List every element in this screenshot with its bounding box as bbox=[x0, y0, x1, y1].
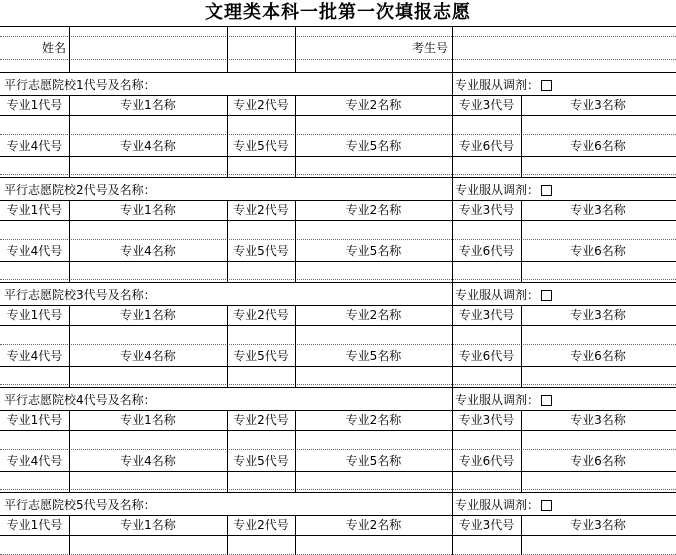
major-column-divider bbox=[227, 515, 228, 555]
major-header-cell: 专业2代号 bbox=[233, 98, 289, 112]
major-header-cell: 专业1名称 bbox=[120, 98, 176, 112]
major-input-cell[interactable] bbox=[453, 220, 520, 239]
group-row-border bbox=[0, 220, 676, 221]
major-header-cell: 专业4代号 bbox=[6, 349, 63, 363]
school-3-label: 平行志愿院校3代号及名称： bbox=[4, 288, 156, 302]
major-input-cell[interactable] bbox=[296, 262, 451, 279]
major-header-cell: 专业2名称 bbox=[345, 308, 402, 322]
major-column-divider bbox=[521, 200, 522, 282]
major-column-divider bbox=[227, 200, 228, 282]
major-input-cell[interactable] bbox=[70, 472, 226, 489]
major-column-divider bbox=[521, 515, 522, 555]
major-header-cell: 专业2名称 bbox=[345, 203, 402, 217]
major-header-cell: 专业5代号 bbox=[233, 139, 289, 153]
major-header-cell: 专业3代号 bbox=[458, 308, 515, 322]
major-input-cell[interactable] bbox=[522, 262, 674, 279]
group-row-gridline bbox=[0, 344, 676, 345]
major-header-cell: 专业6代号 bbox=[458, 244, 515, 258]
major-input-cell[interactable] bbox=[522, 430, 674, 449]
major-adjust-label: 专业服从调剂： bbox=[455, 288, 540, 302]
major-header-cell: 专业3名称 bbox=[570, 308, 626, 322]
major-input-cell[interactable] bbox=[228, 262, 294, 279]
group-bottom-border bbox=[0, 177, 676, 178]
major-input-cell[interactable] bbox=[1, 325, 68, 344]
major-input-cell[interactable] bbox=[453, 262, 520, 279]
major-input-cell[interactable] bbox=[1, 535, 68, 554]
group-row-border bbox=[0, 325, 676, 326]
group-bottom-border bbox=[0, 282, 676, 283]
major-column-divider bbox=[521, 305, 522, 387]
major-header-cell: 专业2代号 bbox=[233, 203, 289, 217]
group-row-border bbox=[0, 261, 676, 262]
major-header-cell: 专业2名称 bbox=[345, 518, 402, 532]
major-header-cell: 专业1名称 bbox=[120, 203, 176, 217]
major-column-divider bbox=[227, 305, 228, 387]
major-column-divider bbox=[69, 305, 70, 387]
group-label-divider bbox=[452, 388, 453, 410]
major-header-cell: 专业1名称 bbox=[120, 308, 176, 322]
major-column-divider bbox=[295, 95, 296, 177]
major-column-divider bbox=[227, 410, 228, 492]
major-header-cell: 专业4代号 bbox=[6, 454, 63, 468]
major-column-divider bbox=[69, 410, 70, 492]
major-header-cell: 专业1代号 bbox=[6, 308, 63, 322]
major-input-cell[interactable] bbox=[1, 157, 68, 174]
major-header-cell: 专业3代号 bbox=[458, 98, 515, 112]
major-header-cell: 专业3名称 bbox=[570, 203, 626, 217]
major-column-divider bbox=[295, 200, 296, 282]
major-input-cell[interactable] bbox=[522, 157, 674, 174]
major-column-divider bbox=[452, 200, 453, 282]
major-header-cell: 专业3代号 bbox=[458, 518, 515, 532]
name-label: 姓名 bbox=[41, 41, 66, 55]
major-column-divider bbox=[69, 95, 70, 177]
major-header-cell: 专业1名称 bbox=[120, 413, 176, 427]
major-input-cell[interactable] bbox=[1, 220, 68, 239]
major-input-cell[interactable] bbox=[70, 367, 226, 384]
major-input-cell[interactable] bbox=[453, 472, 520, 489]
major-input-cell[interactable] bbox=[228, 535, 294, 554]
major-adjust-5 bbox=[455, 495, 552, 515]
major-input-cell[interactable] bbox=[296, 157, 451, 174]
major-header-cell: 专业2代号 bbox=[233, 518, 289, 532]
major-header-cell: 专业5名称 bbox=[345, 454, 402, 468]
major-adjust-checkbox[interactable] bbox=[541, 185, 552, 196]
major-header-cell: 专业6名称 bbox=[570, 244, 626, 258]
major-header-cell: 专业5代号 bbox=[233, 244, 289, 258]
major-column-divider bbox=[295, 305, 296, 387]
major-input-cell[interactable] bbox=[1, 430, 68, 449]
group-label-divider bbox=[452, 283, 453, 305]
major-header-cell: 专业2代号 bbox=[233, 413, 289, 427]
name-field[interactable] bbox=[70, 38, 226, 58]
group-row-border bbox=[0, 471, 676, 472]
major-header-cell: 专业3名称 bbox=[570, 413, 626, 427]
major-column-divider bbox=[521, 410, 522, 492]
major-input-cell[interactable] bbox=[296, 535, 451, 554]
major-adjust-2 bbox=[455, 180, 552, 200]
major-input-cell[interactable] bbox=[228, 115, 294, 134]
major-input-cell[interactable] bbox=[453, 115, 520, 134]
major-header-cell: 专业3代号 bbox=[458, 413, 515, 427]
major-header-cell: 专业6名称 bbox=[570, 349, 626, 363]
group-bottom-border bbox=[0, 492, 676, 493]
major-header-cell: 专业2名称 bbox=[345, 98, 402, 112]
major-input-cell[interactable] bbox=[228, 220, 294, 239]
major-header-cell: 专业6名称 bbox=[570, 139, 626, 153]
major-input-cell[interactable] bbox=[228, 157, 294, 174]
major-header-cell: 专业5代号 bbox=[233, 454, 289, 468]
group-row-gridline bbox=[0, 384, 676, 385]
major-input-cell[interactable] bbox=[70, 157, 226, 174]
school-2-label: 平行志愿院校2代号及名称： bbox=[4, 183, 156, 197]
major-input-cell[interactable] bbox=[1, 115, 68, 134]
group-row-border bbox=[0, 95, 676, 96]
major-input-cell[interactable] bbox=[522, 472, 674, 489]
major-adjust-checkbox[interactable] bbox=[541, 290, 552, 301]
major-column-divider bbox=[227, 95, 228, 177]
major-adjust-label: 专业服从调剂： bbox=[455, 498, 540, 512]
major-header-cell: 专业1名称 bbox=[120, 518, 176, 532]
major-header-cell: 专业6代号 bbox=[458, 454, 515, 468]
major-header-cell: 专业4名称 bbox=[120, 244, 176, 258]
major-input-cell[interactable] bbox=[70, 115, 226, 134]
exam-number-field[interactable] bbox=[453, 38, 673, 58]
major-adjust-3 bbox=[455, 285, 552, 305]
major-header-cell: 专业6代号 bbox=[458, 139, 515, 153]
major-adjust-label: 专业服从调剂： bbox=[455, 393, 540, 407]
group-row-gridline bbox=[0, 239, 676, 240]
group-row-border bbox=[0, 535, 676, 536]
major-header-cell: 专业5名称 bbox=[345, 349, 402, 363]
major-input-cell[interactable] bbox=[70, 325, 226, 344]
major-header-cell: 专业4名称 bbox=[120, 454, 176, 468]
major-header-cell: 专业1代号 bbox=[6, 413, 63, 427]
group-row-gridline bbox=[0, 489, 676, 490]
major-input-cell[interactable] bbox=[522, 535, 674, 554]
header-gridline bbox=[0, 59, 676, 60]
major-input-cell[interactable] bbox=[1, 367, 68, 384]
major-input-cell[interactable] bbox=[70, 220, 226, 239]
major-column-divider bbox=[452, 95, 453, 177]
group-label-divider bbox=[452, 178, 453, 200]
major-column-divider bbox=[521, 95, 522, 177]
group-row-border bbox=[0, 115, 676, 116]
major-adjust-label: 专业服从调剂： bbox=[455, 78, 540, 92]
major-input-cell[interactable] bbox=[296, 472, 451, 489]
group-row-gridline bbox=[0, 449, 676, 450]
group-row-border bbox=[0, 410, 676, 411]
major-header-cell: 专业1代号 bbox=[6, 203, 63, 217]
major-header-cell: 专业5代号 bbox=[233, 349, 289, 363]
major-input-cell[interactable] bbox=[296, 325, 451, 344]
major-input-cell[interactable] bbox=[453, 430, 520, 449]
major-input-cell[interactable] bbox=[296, 115, 451, 134]
major-header-cell: 专业3代号 bbox=[458, 203, 515, 217]
major-header-cell: 专业4名称 bbox=[120, 139, 176, 153]
major-header-cell: 专业3名称 bbox=[570, 98, 626, 112]
header-bottom-border bbox=[0, 72, 676, 73]
header-column-divider bbox=[69, 27, 70, 72]
major-adjust-1 bbox=[455, 75, 552, 95]
major-input-cell[interactable] bbox=[296, 430, 451, 449]
major-input-cell[interactable] bbox=[453, 535, 520, 554]
group-row-border bbox=[0, 430, 676, 431]
school-4-label: 平行志愿院校4代号及名称： bbox=[4, 393, 156, 407]
major-input-cell[interactable] bbox=[1, 262, 68, 279]
major-header-cell: 专业5名称 bbox=[345, 244, 402, 258]
major-input-cell[interactable] bbox=[228, 325, 294, 344]
group-row-border bbox=[0, 515, 676, 516]
major-adjust-label: 专业服从调剂： bbox=[455, 183, 540, 197]
major-adjust-checkbox[interactable] bbox=[541, 500, 552, 511]
group-row-gridline bbox=[0, 134, 676, 135]
header-column-divider bbox=[295, 27, 296, 72]
major-input-cell[interactable] bbox=[453, 325, 520, 344]
major-header-cell: 专业2代号 bbox=[233, 308, 289, 322]
major-header-cell: 专业6代号 bbox=[458, 349, 515, 363]
major-header-cell: 专业5名称 bbox=[345, 139, 402, 153]
major-input-cell[interactable] bbox=[522, 115, 674, 134]
major-adjust-checkbox[interactable] bbox=[541, 395, 552, 406]
exam-number-label: 考生号 bbox=[411, 41, 448, 55]
major-header-cell: 专业1代号 bbox=[6, 98, 63, 112]
group-row-border bbox=[0, 200, 676, 201]
major-column-divider bbox=[452, 305, 453, 387]
group-row-border bbox=[0, 156, 676, 157]
major-input-cell[interactable] bbox=[522, 367, 674, 384]
group-label-divider bbox=[452, 73, 453, 95]
school-5-label: 平行志愿院校5代号及名称： bbox=[4, 498, 156, 512]
major-header-cell: 专业4名称 bbox=[120, 349, 176, 363]
group-bottom-border bbox=[0, 387, 676, 388]
group-row-border bbox=[0, 305, 676, 306]
major-input-cell[interactable] bbox=[70, 430, 226, 449]
major-input-cell[interactable] bbox=[70, 535, 226, 554]
page-title: 文理类本科一批第一次填报志愿 bbox=[205, 2, 471, 23]
major-input-cell[interactable] bbox=[296, 220, 451, 239]
major-adjust-4 bbox=[455, 390, 552, 410]
header-column-divider bbox=[452, 27, 453, 72]
group-label-divider bbox=[452, 493, 453, 515]
major-column-divider bbox=[452, 410, 453, 492]
header-gridline bbox=[0, 36, 676, 37]
major-input-cell[interactable] bbox=[453, 157, 520, 174]
group-row-gridline bbox=[0, 279, 676, 280]
major-adjust-checkbox[interactable] bbox=[541, 80, 552, 91]
title-bottom-border bbox=[0, 26, 676, 27]
group-row-gridline bbox=[0, 174, 676, 175]
major-column-divider bbox=[295, 410, 296, 492]
major-input-cell[interactable] bbox=[228, 472, 294, 489]
major-input-cell[interactable] bbox=[70, 262, 226, 279]
major-column-divider bbox=[452, 515, 453, 555]
major-input-cell[interactable] bbox=[228, 430, 294, 449]
school-1-label: 平行志愿院校1代号及名称： bbox=[4, 78, 156, 92]
major-input-cell[interactable] bbox=[453, 367, 520, 384]
major-header-cell: 专业1代号 bbox=[6, 518, 63, 532]
major-column-divider bbox=[295, 515, 296, 555]
major-input-cell[interactable] bbox=[296, 367, 451, 384]
major-input-cell[interactable] bbox=[522, 325, 674, 344]
major-input-cell[interactable] bbox=[228, 367, 294, 384]
header-column-divider bbox=[227, 27, 228, 72]
group-row-border bbox=[0, 366, 676, 367]
major-input-cell[interactable] bbox=[522, 220, 674, 239]
major-header-cell: 专业3名称 bbox=[570, 518, 626, 532]
major-column-divider bbox=[69, 200, 70, 282]
major-input-cell[interactable] bbox=[1, 472, 68, 489]
major-header-cell: 专业4代号 bbox=[6, 139, 63, 153]
major-column-divider bbox=[69, 515, 70, 555]
major-header-cell: 专业2名称 bbox=[345, 413, 402, 427]
major-header-cell: 专业6名称 bbox=[570, 454, 626, 468]
major-header-cell: 专业4代号 bbox=[6, 244, 63, 258]
